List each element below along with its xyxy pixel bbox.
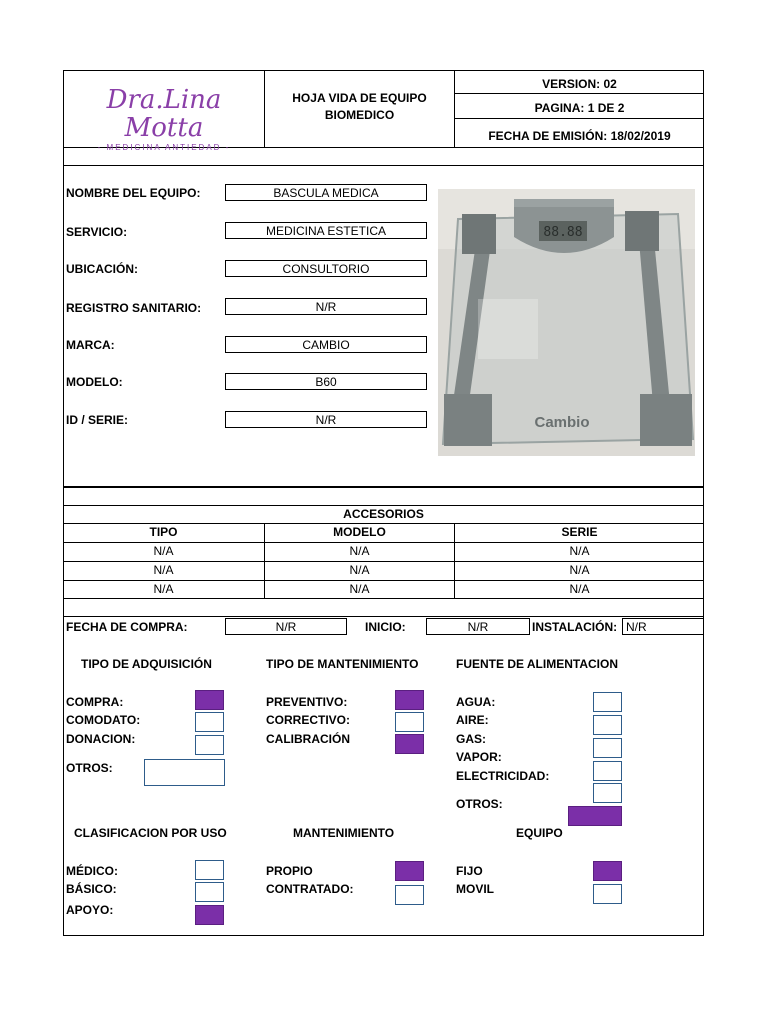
acc-header-serie: SERIE	[561, 525, 598, 539]
alimentacion-title: FUENTE DE ALIMENTACION	[456, 657, 618, 671]
equipo-checkbox-movil[interactable]	[593, 884, 622, 904]
acc-cell: N/A	[153, 582, 174, 596]
alim-label-electricidad: ELECTRICIDAD:	[456, 769, 550, 783]
adq-label-compra: COMPRA:	[66, 695, 124, 709]
alim-label-vapor: VAPOR:	[456, 750, 502, 764]
adq-checkbox-donacion[interactable]	[195, 735, 224, 755]
tipo-mantenimiento-title: TIPO DE MANTENIMIENTO	[266, 657, 419, 671]
alim-checkbox-aire[interactable]	[593, 715, 622, 735]
clas-checkbox-medico[interactable]	[195, 860, 224, 880]
equipo-checkbox-fijo[interactable]	[593, 861, 622, 881]
acc-header-top-line	[63, 523, 704, 524]
alim-checkbox-electricidad[interactable]	[593, 783, 622, 803]
adq-label-comodato: COMODATO:	[66, 713, 141, 727]
fecha-compra-field[interactable]: N/R	[225, 618, 347, 635]
field-value-servicio[interactable]: MEDICINA ESTETICA	[225, 222, 427, 239]
acc-cell: N/A	[153, 544, 174, 558]
field-label-registro: REGISTRO SANITARIO:	[66, 301, 202, 315]
document-title	[265, 90, 454, 124]
adq-checkbox-comodato[interactable]	[195, 712, 224, 732]
mant-label-preventivo: PREVENTIVO:	[266, 695, 348, 709]
acc-row-line-3	[63, 598, 704, 599]
acc-cell: N/A	[569, 582, 590, 596]
fecha-compra-label: FECHA DE COMPRA:	[66, 620, 188, 634]
mant2-checkbox-propio[interactable]	[395, 861, 424, 881]
mant-label-correctivo: CORRECTIVO:	[266, 713, 350, 727]
acc-cell: N/A	[569, 563, 590, 577]
clasificacion-title: CLASIFICACION POR USO	[74, 826, 227, 840]
equipment-photo	[438, 189, 695, 456]
alim-otros-field[interactable]	[568, 806, 622, 826]
equipo-title: EQUIPO	[516, 826, 563, 840]
instalacion-field[interactable]: N/R	[622, 618, 704, 635]
mant-checkbox-preventivo[interactable]	[395, 690, 424, 710]
logo-tagline: - MEDICINA ANTIEDAD -	[97, 143, 231, 152]
version-label: VERSION: 02	[542, 77, 617, 91]
mant2-checkbox-contratado[interactable]	[395, 885, 424, 905]
document-title-line1: HOJA VIDA DE EQUIPO	[292, 91, 427, 105]
field-label-modelo: MODELO:	[66, 375, 123, 389]
alim-label-aire: AIRE:	[456, 713, 489, 727]
clas-label-basico: BÁSICO:	[66, 882, 117, 896]
mant2-label-propio: PROPIO	[266, 864, 313, 878]
page-label: PAGINA: 1 DE 2	[534, 101, 625, 115]
acc-cell: N/A	[349, 563, 370, 577]
acc-cell: N/A	[349, 544, 370, 558]
field-value-registro[interactable]: N/R	[225, 298, 427, 315]
acc-header-modelo: MODELO	[333, 525, 386, 539]
inicio-field[interactable]: N/R	[426, 618, 530, 635]
equipo-label-movil: MOVIL	[456, 882, 494, 896]
alim-label-agua: AGUA:	[456, 695, 496, 709]
field-label-nombre: NOMBRE DEL EQUIPO:	[66, 186, 201, 200]
field-label-ubicacion: UBICACIÓN:	[66, 262, 138, 276]
acc-cell: N/A	[569, 544, 590, 558]
header-row-line-1	[454, 93, 704, 94]
alim-otros-label: OTROS:	[456, 797, 503, 811]
field-label-serie: ID / SERIE:	[66, 413, 129, 427]
logo-script: Dra.Lina Motta	[106, 85, 222, 143]
adq-label-donacion: DONACION:	[66, 732, 136, 746]
field-label-marca: MARCA:	[66, 338, 115, 352]
alim-checkbox-vapor[interactable]	[593, 761, 622, 781]
acc-cell: N/A	[153, 563, 174, 577]
clas-checkbox-basico[interactable]	[195, 882, 224, 902]
mant-checkbox-calibracion[interactable]	[395, 734, 424, 754]
alim-checkbox-agua[interactable]	[593, 692, 622, 712]
accesorios-title: ACCESORIOS	[343, 507, 424, 521]
document-title-line2: BIOMEDICO	[324, 108, 395, 122]
acc-bottom-line	[63, 616, 704, 617]
mant2-label-contratado: CONTRATADO:	[266, 882, 354, 896]
scale-display-digits: 88.88	[543, 225, 583, 240]
scale-illustration	[438, 189, 695, 456]
field-label-servicio: SERVICIO:	[66, 225, 128, 239]
field-value-modelo[interactable]: B60	[225, 373, 427, 390]
adq-checkbox-compra[interactable]	[195, 690, 224, 710]
mant-checkbox-correctivo[interactable]	[395, 712, 424, 732]
field-value-nombre[interactable]: BASCULA MEDICA	[225, 184, 427, 201]
adquisicion-title: TIPO DE ADQUISICIÓN	[81, 657, 212, 671]
clas-label-medico: MÉDICO:	[66, 864, 118, 878]
header-spacer-line	[63, 165, 704, 166]
field-value-ubicacion[interactable]: CONSULTORIO	[225, 260, 427, 277]
clas-checkbox-apoyo[interactable]	[195, 905, 224, 925]
emission-date-label: FECHA DE EMISIÓN: 18/02/2019	[488, 129, 671, 143]
inicio-label: INICIO:	[365, 620, 406, 634]
scale-brand-text: Cambio	[534, 414, 590, 431]
mantenimiento-title: MANTENIMIENTO	[293, 826, 395, 840]
field-value-serie[interactable]: N/R	[225, 411, 427, 428]
acc-cell: N/A	[349, 582, 370, 596]
header-row-line-2	[454, 118, 704, 119]
field-value-marca[interactable]: CAMBIO	[225, 336, 427, 353]
instalacion-label: INSTALACIÓN:	[532, 620, 618, 634]
clas-label-apoyo: APOYO:	[66, 903, 114, 917]
acc-header-tipo: TIPO	[149, 525, 178, 539]
equipo-label-fijo: FIJO	[456, 864, 483, 878]
logo	[66, 86, 262, 152]
adq-otros-label: OTROS:	[66, 761, 113, 775]
alim-checkbox-gas[interactable]	[593, 738, 622, 758]
alim-label-gas: GAS:	[456, 732, 486, 746]
mant-label-calibracion: CALIBRACIÓN	[266, 732, 350, 746]
acc-top-line	[63, 486, 704, 488]
adq-otros-field[interactable]	[144, 759, 225, 786]
